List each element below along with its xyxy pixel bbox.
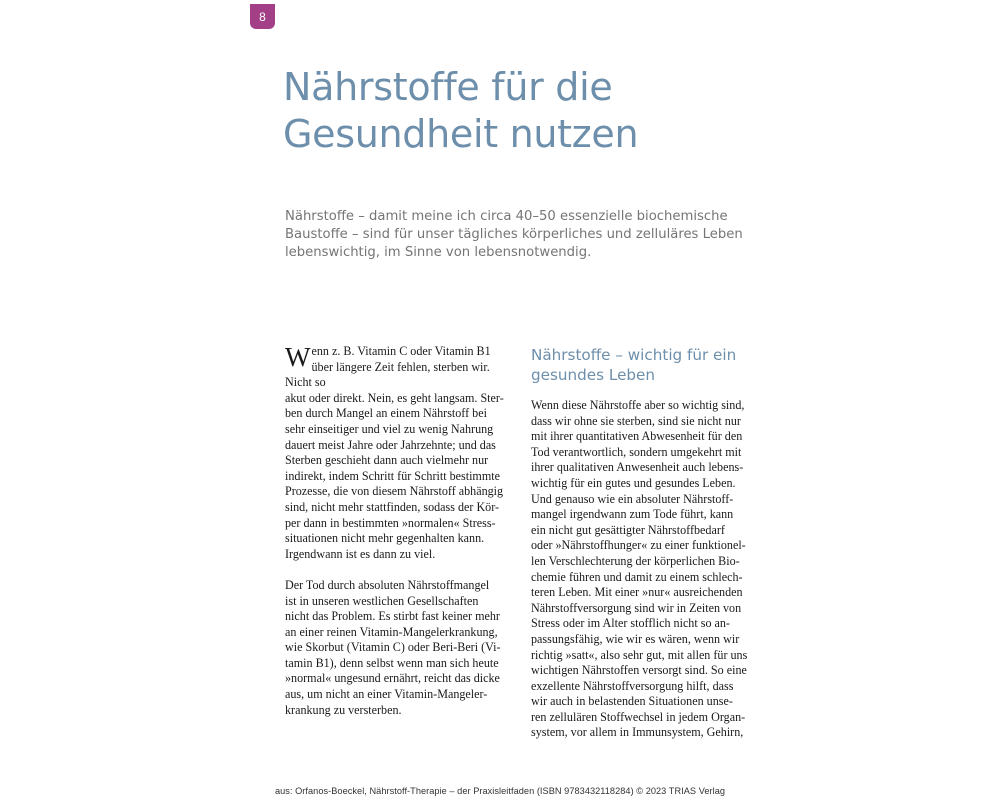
intro-text: Nährstoffe – damit meine ich circa 40–50 essenzielle biochemische Baustoffe – sind für unser tägliches körperliches und zelluläres Leben lebenswichtig, im Sinne von lebensnotwendig.	[285, 209, 743, 260]
right-paragraph: Wenn diese Nährstoffe aber so wichtig sind, dass wir ohne sie sterben, sind sie nicht nur mit ihrer quantitativen Abwesenheit für den Tod verantwortlich, sondern umgekehrt mit ihrer qualitativen Anwesenheit auch lebens- wichtig für ein gutes und gesundes Leben. Und genauso wie ein absoluter Nährstoff- mangel irgendwann zum Tode führt, kann ein nicht gut gesättigter Nährstoffbedarf oder »Nährstoffhunger« zu einer funktionel- len Verschlechterung der körperlichen Bio- chemie führen und damit zu einem schlech- teren Leben. Mit einer »nur« ausreichenden Nährstoffversorgung sind wir in Zeiten von Stress oder im Alter stofflich nicht so an- passungsfähig, wie wir es wären, wenn wir richtig »satt«, also sehr gut, mit allen für uns wichtigen Nährstoffen versorgt sind. So eine exzellente Nährstoffversorgung hilft, dass wir auch in belastenden Situationen unse- ren zellulären Stoffwechsel in jedem Organ- system, vor allem in Immunsystem, Gehirn,	[531, 398, 748, 740]
dropcap-letter: W	[285, 342, 311, 372]
left-paragraph-2: Der Tod durch absoluten Nährstoffmangel ist in unseren westlichen Gesellschaften nicht das Problem. Es stirbt fast keiner mehr an einer reinen Vitamin-Mangelerkrankung, wie Skorbut (Vitamin C) oder Beri-Beri (Vi- tamin B1), denn selbst wenn man sich heute »normal« ungesund ernährt, reicht das dicke aus, um nicht an einer Vitamin-Mangeler- krankung zu versterben.	[285, 577, 501, 717]
title-line-2: Gesundheit nutzen	[283, 112, 639, 156]
source-footer: aus: Orfanos-Boeckel, Nährstoff-Therapie – der Praxisleitfaden (ISBN 9783432118284) © 2023 TRIAS Verlag	[274, 786, 726, 796]
title-line-1: Nährstoffe für die	[283, 65, 613, 109]
page-number-badge: 8	[250, 4, 275, 29]
section-subheading: Nährstoffe – wichtig für ein gesundes Leben	[531, 346, 737, 384]
intro-paragraph	[285, 208, 755, 262]
left-paragraph-1-text: enn z. B. Vitamin C oder Vitamin B1 über längere Zeit fehlen, sterben wir. Nicht so akut oder direkt. Nein, es geht langsam. Ster- ben durch Mangel an einem Nährstoff bei sehr einseitiger und viel zu wenig Nahrung dauert meist Jahre oder Jahrzehnte; und das Sterben geschieht dann auch vielmehr nur indirekt, indem Schritt für Schritt bestimmte Prozesse, die von diesem Nährstoff abhängig sind, nicht mehr stattfinden, sodass der Kör- per dann in bestimmten »normalen« Stress- situationen nicht mehr gegenhalten kann. Irgendwann ist es dann zu viel.	[285, 344, 504, 561]
left-paragraph-1	[285, 344, 510, 562]
page-title	[283, 64, 763, 158]
right-column	[531, 345, 756, 741]
left-column	[285, 344, 510, 718]
